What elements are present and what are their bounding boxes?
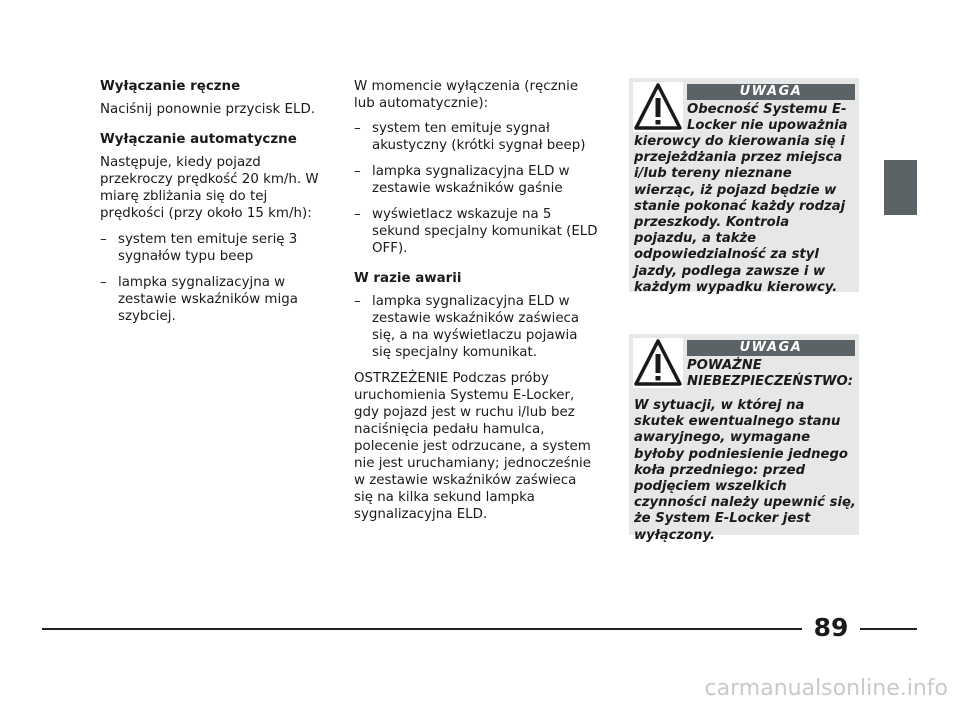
warning-label: UWAGA — [687, 84, 855, 100]
list-item: – lampka sygnalizacyjna ELD w zestawie wskaźników zaświeca się, a na wyświetlaczu pojawia się specjalny komunikat. — [354, 294, 580, 360]
middle-column — [354, 78, 598, 536]
heading-failure: W razie awarii — [354, 271, 462, 286]
paragraph-warning-note: OSTRZEŻENIE Podczas próby uruchomienia Systemu E-Locker, gdy pojazd jest w ruchu i/lub bez naciśnięcia pedału hamulca, polecenie jest odrzucane, a system nie jest uruchamiany; jednocześnie w zestawie wskaźników zaświeca się na kilka sekund lampka sygnalizacyjna ELD. — [354, 371, 592, 522]
paragraph-intro: W momencie wyłączenia (ręcznie lub automatycznie): — [354, 79, 579, 111]
warning-title: POWAŻNE NIEBEZPIECZEŃSTWO: — [687, 358, 853, 390]
watermark: carmanualsonline.info — [704, 676, 948, 701]
page-number: 89 — [813, 613, 849, 642]
auto-off-list — [100, 231, 332, 325]
warning-box-1 — [629, 78, 859, 295]
warning-body: kierowcy do kierowania się i przejeżdżania przez miejsca i/lub tereny nieznane wierząc, iż pojazd będzie w stanie pokonać każdy rodzaj przeszkody. Kontrola pojazdu, a także odpowiedzialność za styl jazdy, podlega zawsze i w każdym wypadku kierowcy. — [634, 134, 846, 295]
paragraph-auto-off: Następuje, kiedy pojazd przekroczy prędkość 20 km/h. W miarę zbliżania się do tej prędkości (przy około 15 km/h): — [100, 155, 319, 221]
switch-off-list — [354, 120, 598, 257]
warning-title: Obecność Systemu E-Locker nie upoważnia — [687, 102, 848, 134]
section-tab-marker — [884, 160, 917, 215]
warning-label: UWAGA — [687, 340, 855, 356]
list-item: – system ten emituje serię 3 sygnałów typu beep — [100, 232, 298, 264]
list-item: – lampka sygnalizacyjna w zestawie wskaźników miga szybciej. — [100, 275, 298, 324]
left-column — [100, 78, 332, 338]
list-item: – wyświetlacz wskazuje na 5 sekund specjalny komunikat (ELD OFF). — [354, 207, 598, 256]
list-item: – system ten emituje sygnał akustyczny (krótki sygnał beep) — [354, 121, 586, 153]
warning-box-2 — [629, 334, 859, 543]
failure-list — [354, 293, 598, 361]
heading-auto-off: Wyłączanie automatyczne — [100, 132, 297, 147]
list-item: – lampka sygnalizacyjna ELD w zestawie wskaźników gaśnie — [354, 164, 570, 196]
paragraph-manual-off: Naciśnij ponownie przycisk ELD. — [100, 102, 316, 117]
footer-rule-right — [860, 628, 917, 630]
warning-triangle-icon — [633, 82, 683, 132]
warning-body: W sytuacji, w której na skutek ewentualnego stanu awaryjnego, wymagane byłoby podniesienie jednego koła przedniego: przed podjęciem wszelkich czynności należy upewnić się, że System E-Locker jest wyłączony. — [634, 398, 856, 543]
heading-manual-off: Wyłączanie ręczne — [100, 79, 241, 94]
warning-triangle-icon — [633, 338, 683, 388]
footer-rule-left — [42, 628, 802, 630]
